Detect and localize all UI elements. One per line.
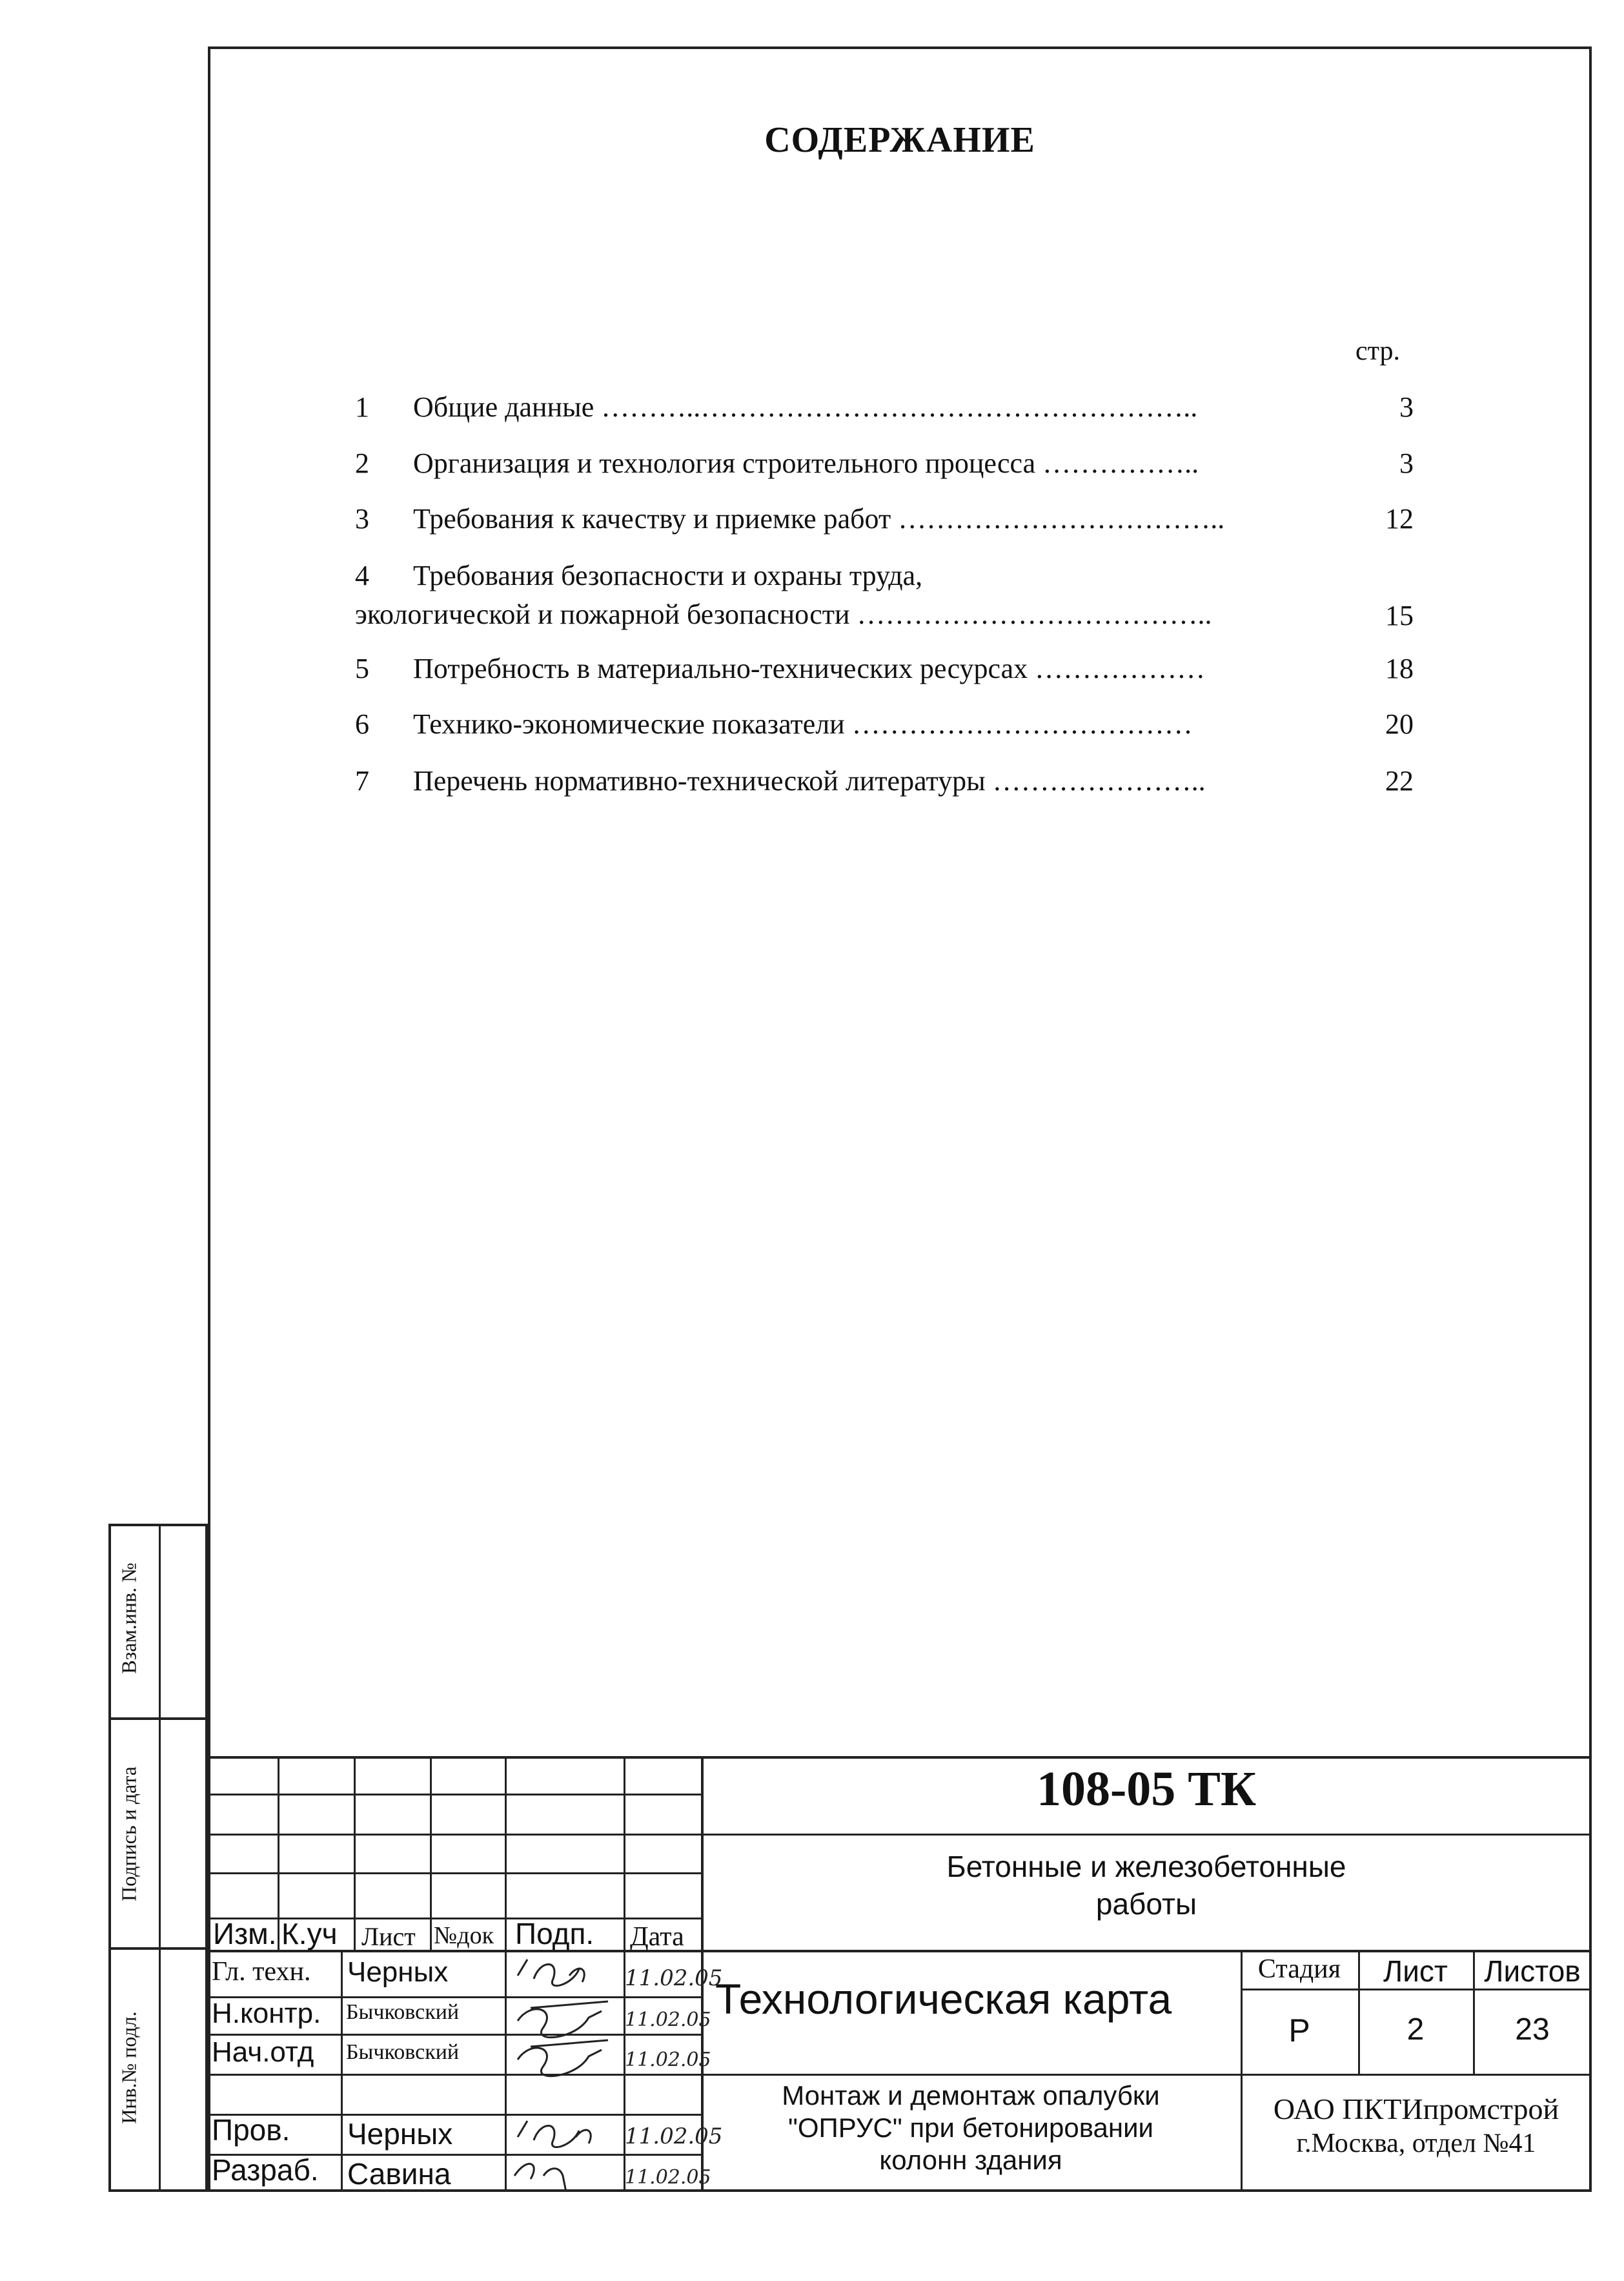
work-title-line2: "ОПРУС" при бетонировании	[787, 2112, 1154, 2143]
toc-number: 6	[355, 708, 369, 740]
toc-number: 5	[355, 653, 369, 684]
doc-type: Технологическая карта	[715, 1975, 1172, 2023]
name-norm-control: Бычковский	[346, 2000, 460, 2024]
signature-drawings	[505, 1950, 723, 2192]
toc-page: 12	[1385, 503, 1414, 535]
toc-text: Технико-экономические показатели ………………………………	[413, 708, 1193, 740]
name-checked: Черных	[347, 2117, 453, 2151]
stage-value: Р	[1288, 2012, 1310, 2049]
toc-number: 1	[355, 391, 369, 423]
toc-text: Организация и технология строительного процесса ……………..	[413, 447, 1199, 479]
toc-text: Общие данные ………..……………………………………………..	[413, 391, 1198, 423]
col-header-podp: Подп.	[515, 1917, 594, 1950]
toc-page: 22	[1385, 765, 1414, 797]
toc-item[interactable]	[355, 652, 1414, 685]
name-chief-tech: Черных	[347, 1956, 449, 1988]
date-checked: 11.02.05	[625, 2123, 723, 2149]
toc-page: 15	[1385, 600, 1414, 631]
toc-number: 3	[355, 503, 369, 535]
toc-item[interactable]	[355, 557, 1414, 634]
organization-city: г.Москва, отдел №41	[1296, 2129, 1536, 2158]
toc-text: Потребность в материально-технических ресурсах ………………	[413, 653, 1206, 684]
toc-page: 3	[1399, 391, 1414, 423]
col-header-ndok: №док	[434, 1922, 494, 1949]
col-header-kuch: К.уч	[281, 1917, 338, 1950]
role-checked: Пров.	[212, 2113, 290, 2147]
replaced-inv-label: Взам.инв. №	[117, 1562, 141, 1674]
date-developed: 11.02.05	[625, 2166, 711, 2189]
role-norm-control: Н.контр.	[212, 1998, 321, 2029]
toc-text-continued: экологической и пожарной безопасности ………………………………..	[355, 598, 1212, 630]
original-inv-label: Инв.№ подл.	[117, 2011, 141, 2124]
pages-column-header: стр.	[1355, 336, 1401, 366]
toc-text: Требования к качеству и приемке работ ……………………………..	[413, 503, 1225, 535]
section-title-line2: работы	[1095, 1887, 1197, 1921]
sheets-value: 23	[1515, 2012, 1550, 2047]
doc-code: 108-05 ТК	[1036, 1762, 1257, 1816]
work-title: Монтаж и демонтаж опалубки	[782, 2080, 1160, 2111]
sheet-value: 2	[1406, 2012, 1425, 2047]
toc-item[interactable]	[355, 708, 1414, 741]
sheets-label: Листов	[1484, 1954, 1581, 1988]
name-head-dept: Бычковский	[346, 2040, 460, 2064]
toc-item[interactable]	[355, 447, 1414, 480]
date-head-dept: 11.02.05	[625, 2049, 711, 2071]
toc-number: 7	[355, 765, 369, 797]
organization: ОАО ПКТИпромстрой	[1273, 2092, 1559, 2125]
role-chief-tech: Гл. техн.	[212, 1957, 311, 1987]
toc-number: 4	[355, 560, 369, 591]
toc-page: 20	[1385, 708, 1414, 740]
section-title: Бетонные и железобетонные	[946, 1850, 1346, 1883]
name-developed: Савина	[347, 2157, 451, 2191]
toc-item[interactable]	[355, 391, 1414, 424]
signature-date-label: Подпись и дата	[117, 1766, 141, 1901]
role-head-dept: Нач.отд	[212, 2036, 314, 2068]
work-title-line3: колонн здания	[879, 2145, 1062, 2175]
toc-text: Перечень нормативно-технической литературы …………………..	[413, 765, 1206, 797]
toc-item[interactable]	[355, 502, 1414, 535]
toc-number: 2	[355, 447, 369, 479]
col-header-izm: Изм.	[213, 1917, 277, 1950]
stage-label: Стадия	[1257, 1954, 1341, 1984]
sheet-label: Лист	[1383, 1954, 1448, 1988]
col-header-date: Дата	[630, 1922, 684, 1952]
toc-page: 18	[1385, 653, 1414, 684]
role-developed: Разраб.	[212, 2153, 319, 2187]
page-title: СОДЕРЖАНИЕ	[764, 120, 1035, 160]
toc-page: 3	[1399, 447, 1414, 479]
toc-text: Требования безопасности и охраны труда,	[413, 560, 923, 591]
toc-item[interactable]	[355, 764, 1414, 797]
col-header-list: Лист	[361, 1922, 416, 1951]
date-chief-tech: 11.02.05	[625, 1965, 723, 1991]
date-norm-control: 11.02.05	[625, 2009, 711, 2031]
